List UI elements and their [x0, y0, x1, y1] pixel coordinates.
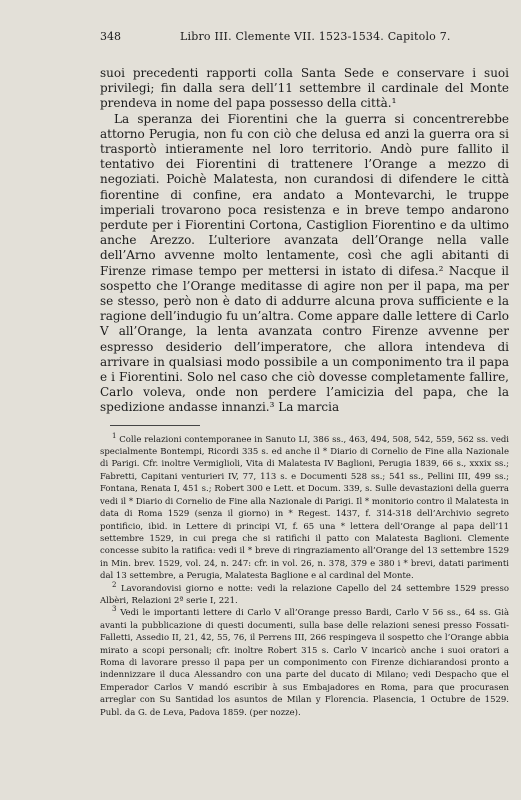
footnote-number: 1 — [112, 431, 117, 440]
footnote-text: Lavorandovisi giorno e notte: vedi la relazione Capello del 24 settembre 1529 presso Albèri, Relazioni 2ª serie I, 221. — [100, 583, 510, 606]
footnote-divider — [110, 425, 200, 426]
page-number: 348 — [100, 30, 121, 43]
footnotes — [100, 431, 510, 719]
main-text — [100, 66, 509, 416]
paragraph: suoi precedenti rapporti colla Santa Sede e conservare i suoi privilegi; fin dalla sera dell’11 settembre il cardinale del Monte prendeva in nome del papa possesso della città.¹ — [100, 66, 509, 111]
page-header — [100, 30, 509, 50]
footnote-text: Vedi le importanti lettere di Carlo V all’Orange presso Bardi, Carlo V 56 ss., 64 ss. Già avanti la pubblicazione di questi documenti, sulla base delle relazioni senesi presso Fossati-Falletti, Assedio II, 21, 42, 55, 76, il Perrens III, 266 respingeva il sospetto che l’Orange abbia mirato a scopi personali; cfr. inoltre Robert 315 s. Carlo V incaricò anche i suoi oratori a Roma di lavorare presso il papa per un componimento con Firenze dichiarandosi pronto a indennizzare il duca Alessandro con una parte del ducato di Milano; vedi Despacho que el Emperador Carlos V mandó escribir à sus Embajadores en Roma, para que procurasen arreglar con Su Santidad los asuntos de Milan y Florencia. Plasencia, 1 Octubre de 1529. Publ. da G. de Leva, Padova 1859. (per nozze). — [100, 608, 510, 718]
footnote-number: 2 — [112, 580, 117, 589]
footnote — [100, 580, 510, 608]
footnote-number: 3 — [112, 605, 117, 614]
paragraph: La speranza dei Fiorentini che la guerra si concentrerebbe attorno Perugia, non fu con ciò che delusa ed anzi la guerra ora si trasportò intieramente nel loro territorio. Andò pure fallito il tentativo dei Fiorentini di trattenere l’Orange a mezzo di negoziati. Poichè Malatesta, non curandosi di difendere le città fiorentine di confine, era andato a Montevarchi, le truppe imperiali trovarono poca resistenza e in breve tempo andarono perdute per i Fiorentini Cortona, Castiglion Fiorentino e da ultimo anche Arezzo. L’ulteriore avanzata dell’Orange nella valle dell’Arno avvenne molto lentamente, così che agli abitanti di Firenze rimase tempo per mettersi in istato di difesa.² Nacque il sospetto che l’Orange meditasse di agire non per il papa, ma per se stesso, però non è dato di addurre alcuna prova sufficiente e la ragione dell’indugio fu un’altra. Come appare dalle lettere di Carlo V all’Orange, la lenta avanzata contro Firenze avvenne per espresso desiderio dell’imperatore, che allora intendeva di arrivare in qualsiasi modo possibile a un componimento tra il papa e i Fiorentini. Solo nel caso che ciò dovesse completamente fallire, Carlo voleva, onde non perdere l’amicizia del papa, che la spedizione andasse innanzi.³ La marcia — [100, 111, 509, 415]
running-head: Libro III. Clemente VII. 1523-1534. Capitolo 7. — [180, 30, 451, 43]
footnote — [100, 607, 509, 719]
footnote-text: Colle relazioni contemporanee in Sanuto LI, 386 ss., 463, 494, 508, 542, 559, 562 ss. vedi specialmente Bontempi, Ricordi 335 s. ed anche il * Diario di Cornelio de Fine alla Nazionale di Parigi. Cfr. inoltre Vermiglioli, Vita di Malatesta IV Baglioni, Perugia 1839, 66 s., xxxix ss.; Fabretti, Capitani venturieri IV, 77, 113 s. e Documenti 528 ss.; 541 ss., Pellini III, 499 ss.; Fontana, Renata I, 451 s.; Robert 300 e Lett. et Docum. 339, s. Sulle devastazioni della guerra vedi il * Diario di Cornelio de Fine alla Nazionale di Parigi. Il * monitorio contro il Malatesta in data di Roma 1529 (senza il giorno) in * Regest. 1437, f. 314-318 dell’Archivio segreto pontificio, ibid. in Lettere di principi VI, f. 65 una * lettera dell’Orange al papa dell’11 settembre 1529, in cui prega che si ratifichi il patto con Malatesta Baglioni. Clemente concesse subito la ratifica: vedi il * breve di ringraziamento all’Orange del 13 settembre 1529 in Min. brev. 1529, vol. 24, n. 247: cfr. in vol. 26, n. 378, 379 e 380 i * brevi, datati parimenti dal 13 settembre, a Perugia, Malatesta Baglione e al cardinal del Monte. — [100, 434, 510, 582]
footnote — [100, 431, 510, 583]
